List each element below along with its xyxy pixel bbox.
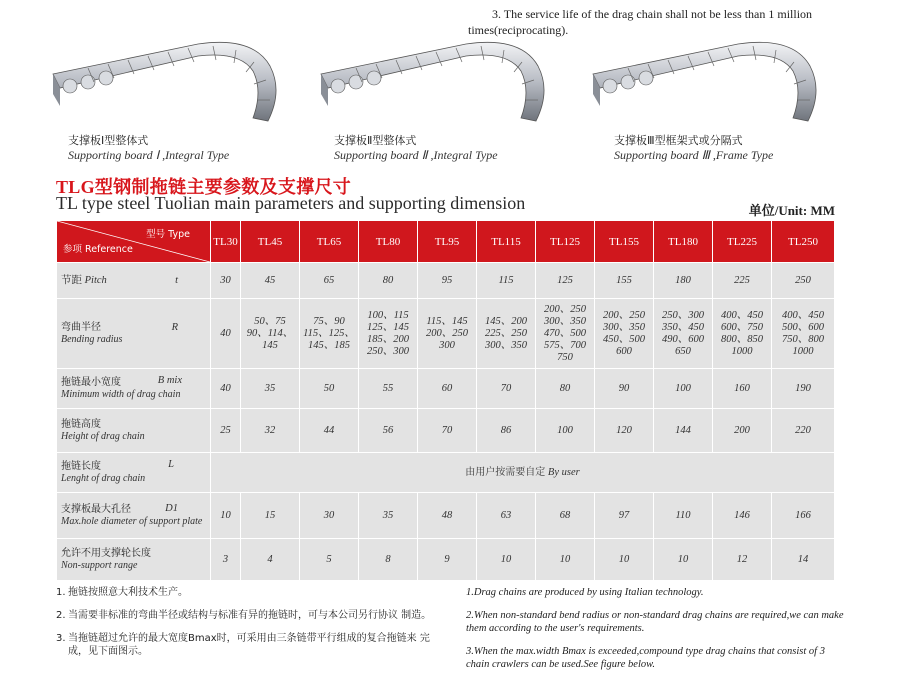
note-text: 拖链按照意大利技术生产。 — [68, 587, 188, 598]
caption-type3 — [614, 133, 773, 163]
table-cell: 10 — [595, 539, 654, 581]
model-header: TL125 — [536, 221, 595, 263]
table-cell: 90 — [595, 369, 654, 409]
row-label-cn: 拖链高度 — [61, 418, 101, 430]
notes-chinese — [56, 586, 446, 668]
table-cell: 35 — [359, 493, 418, 539]
table-cell: 75、90 115、125、145、185 — [300, 299, 359, 369]
row-label-height — [57, 409, 211, 453]
table-cell: 25 — [211, 409, 241, 453]
table-row-hole-diameter — [57, 493, 835, 539]
row-symbol: D1 — [165, 503, 178, 514]
user-defined-cell — [211, 453, 835, 493]
table-cell: 45 — [241, 263, 300, 299]
table-cell: 70 — [477, 369, 536, 409]
row-symbol: t — [175, 275, 178, 286]
table-cell: 100、115 125、145 185、200 250、300 — [359, 299, 418, 369]
row-label-en: Lenght of drag chain — [61, 472, 146, 484]
service-life-line2: times(reciprocating). — [468, 23, 569, 37]
table-cell: 10 — [477, 539, 536, 581]
note-item — [56, 586, 446, 599]
row-label-cn: 拖链长度 — [61, 460, 101, 472]
table-cell: 10 — [211, 493, 241, 539]
table-row-pitch — [57, 263, 835, 299]
row-label-en: Non-support range — [61, 559, 138, 571]
row-symbol: B mix — [157, 375, 182, 386]
row-label-en: Pitch — [84, 275, 107, 286]
table-cell: 125 — [536, 263, 595, 299]
table-cell: 250 — [772, 263, 835, 299]
row-symbol: L — [168, 459, 174, 470]
note-item: 2.When non-standard bend radius or non-standard drag chains are required,we can make them according to the user's requirements. — [466, 610, 844, 634]
row-label-cn: 节距 — [61, 274, 82, 286]
caption-type2 — [334, 133, 498, 163]
table-cell: 12 — [713, 539, 772, 581]
table-cell: 3 — [211, 539, 241, 581]
corner-reference-label: 参项 Reference — [63, 244, 133, 255]
table-cell: 190 — [772, 369, 835, 409]
table-cell: 400、450 600、750 800、850 1000 — [713, 299, 772, 369]
row-label-min-width — [57, 369, 211, 409]
table-cell: 144 — [654, 409, 713, 453]
table-cell: 97 — [595, 493, 654, 539]
table-cell: 100 — [536, 409, 595, 453]
table-cell: 55 — [359, 369, 418, 409]
table-cell: 250、300 350、450 490、600 650 — [654, 299, 713, 369]
table-cell: 86 — [477, 409, 536, 453]
model-header: TL95 — [418, 221, 477, 263]
table-cell: 225 — [713, 263, 772, 299]
row-label-pitch — [57, 263, 211, 299]
table-cell: 30 — [300, 493, 359, 539]
table-cell: 4 — [241, 539, 300, 581]
table-cell: 146 — [713, 493, 772, 539]
table-cell: 70 — [418, 409, 477, 453]
row-label-en: Height of drag chain — [61, 430, 145, 442]
row-label-cn: 允许不用支撑轮长度 — [61, 547, 151, 559]
model-header: TL250 — [772, 221, 835, 263]
model-header: TL45 — [241, 221, 300, 263]
notes-english — [466, 586, 846, 681]
table-cell: 95 — [418, 263, 477, 299]
note-text: 当需要非标准的弯曲半径或结构与标准有异的拖链时，可与本公司另行协议 制造。 — [68, 610, 432, 621]
table-cell: 200 — [713, 409, 772, 453]
table-cell: 115 — [477, 263, 536, 299]
table-cell: 30 — [211, 263, 241, 299]
table-row-bending-radius — [57, 299, 835, 369]
table-cell: 50、75 90、114、145 — [241, 299, 300, 369]
model-header: TL115 — [477, 221, 536, 263]
note-item — [56, 609, 446, 622]
model-header: TL65 — [300, 221, 359, 263]
table-cell: 155 — [595, 263, 654, 299]
drag-chain-illustration — [316, 36, 566, 136]
table-cell: 40 — [211, 369, 241, 409]
table-cell: 115、145 200、250 300 — [418, 299, 477, 369]
table-cell: 8 — [359, 539, 418, 581]
unit-label: 单位/Unit: MM — [748, 203, 835, 218]
table-cell: 110 — [654, 493, 713, 539]
table-cell: 65 — [300, 263, 359, 299]
section-title-cn: TLG型钢制拖链主要参数及支撑尺寸 — [56, 177, 352, 197]
table-cell: 48 — [418, 493, 477, 539]
table-cell: 32 — [241, 409, 300, 453]
caption-en: Supporting board Ⅲ ,Frame Type — [614, 148, 774, 162]
table-header-row — [57, 221, 835, 263]
note-number: 1. — [56, 587, 66, 598]
model-header: TL30 — [211, 221, 241, 263]
table-row-length — [57, 453, 835, 493]
table-cell: 10 — [536, 539, 595, 581]
table-row-non-support — [57, 539, 835, 581]
row-label-non-support — [57, 539, 211, 581]
table-cell: 60 — [418, 369, 477, 409]
drag-chain-photo-type3 — [588, 36, 838, 136]
header-corner-cell — [57, 221, 211, 263]
caption-en: Supporting board Ⅱ ,Integral Type — [334, 148, 498, 162]
caption-type1 — [68, 133, 229, 163]
table-cell: 200、250 300、350 470、500 575、700 750 — [536, 299, 595, 369]
row-label-length — [57, 453, 211, 493]
user-defined-en: By user — [547, 466, 580, 478]
row-label-cn: 支撑板最大孔径 — [61, 503, 131, 515]
row-label-bending-radius — [57, 299, 211, 369]
table-cell: 9 — [418, 539, 477, 581]
model-header: TL225 — [713, 221, 772, 263]
table-cell: 80 — [536, 369, 595, 409]
table-cell: 400、450 500、600 750、800 1000 — [772, 299, 835, 369]
corner-type-label: 型号 Type — [146, 229, 190, 240]
table-cell: 56 — [359, 409, 418, 453]
service-life-note — [468, 6, 848, 38]
service-life-line1: 3. The service life of the drag chain shall not be less than 1 million — [492, 7, 813, 21]
row-label-en: Bending radius — [61, 333, 123, 345]
table-cell: 160 — [713, 369, 772, 409]
table-cell: 15 — [241, 493, 300, 539]
row-label-cn: 拖链最小宽度 — [61, 376, 121, 388]
caption-en: Supporting board Ⅰ ,Integral Type — [68, 148, 230, 162]
section-title-en: TL type steel Tuolian main parameters and supporting dimension — [56, 193, 526, 213]
caption-cn: 支撑板Ⅰ型整体式 — [68, 134, 149, 147]
table-cell: 35 — [241, 369, 300, 409]
caption-cn: 支撑板Ⅲ型框架式或分隔式 — [614, 134, 743, 147]
table-cell: 166 — [772, 493, 835, 539]
note-text: 当拖链超过允许的最大宽度Bmax时，可采用由三条链带平行组成的复合拖链来 完成，见下面图示。 — [68, 633, 430, 657]
user-defined-cn: 由用户按需要自定 — [465, 466, 546, 478]
table-cell: 5 — [300, 539, 359, 581]
table-cell: 68 — [536, 493, 595, 539]
table-cell: 145、200 225、250 300、350 — [477, 299, 536, 369]
table-cell: 50 — [300, 369, 359, 409]
note-item: 3.When the max.width Bmax is exceeded,compound type drag chains that consist of 3 chain crawlers can be used.See figure below. — [466, 646, 825, 670]
note-item: 1.Drag chains are produced by using Italian technology. — [466, 587, 704, 598]
caption-cn: 支撑板Ⅱ型整体式 — [334, 134, 417, 147]
table-cell: 63 — [477, 493, 536, 539]
table-cell: 44 — [300, 409, 359, 453]
note-item — [56, 632, 446, 658]
note-number: 2. — [56, 610, 66, 621]
model-header: TL80 — [359, 221, 418, 263]
row-label-hole-diameter — [57, 493, 211, 539]
table-row-min-width — [57, 369, 835, 409]
note-number: 3. — [56, 633, 66, 644]
row-symbol: R — [171, 322, 178, 333]
table-cell: 80 — [359, 263, 418, 299]
table-row-height — [57, 409, 835, 453]
table-cell: 14 — [772, 539, 835, 581]
table-cell: 220 — [772, 409, 835, 453]
row-label-cn: 弯曲半径 — [61, 321, 101, 333]
parameter-table — [56, 220, 835, 581]
drag-chain-photo-type2 — [316, 36, 566, 136]
model-header: TL180 — [654, 221, 713, 263]
table-cell: 180 — [654, 263, 713, 299]
row-label-en: Max.hole diameter of support plate — [61, 515, 203, 527]
model-header: TL155 — [595, 221, 654, 263]
table-cell: 120 — [595, 409, 654, 453]
table-cell: 10 — [654, 539, 713, 581]
table-cell: 40 — [211, 299, 241, 369]
table-cell: 200、250 300、350 450、500 600 — [595, 299, 654, 369]
drag-chain-photo-type1 — [48, 36, 298, 136]
row-label-en: Minimum width of drag chain — [61, 388, 181, 400]
table-cell: 100 — [654, 369, 713, 409]
drag-chain-illustration — [48, 36, 298, 136]
drag-chain-illustration — [588, 36, 838, 136]
